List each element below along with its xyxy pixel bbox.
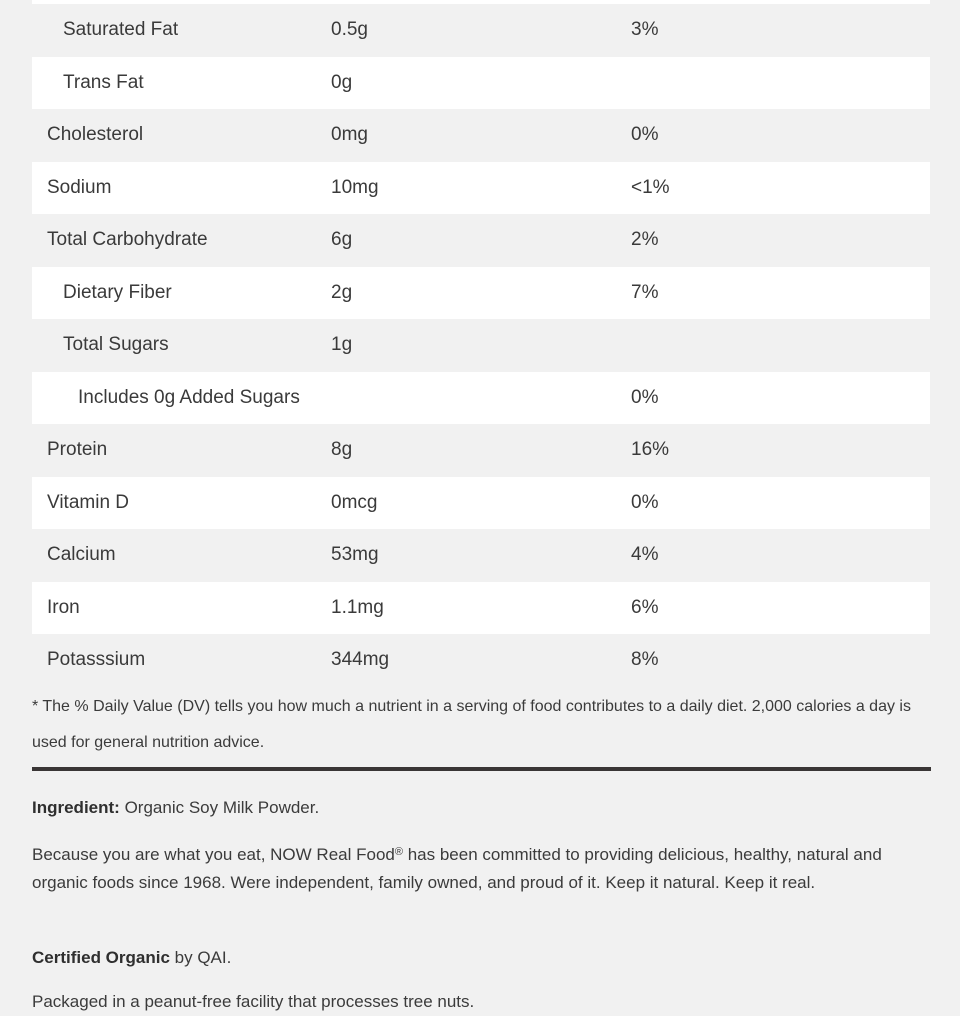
nutrient-name: Iron (47, 596, 80, 618)
table-row (32, 582, 930, 635)
nutrient-amount: 2g (331, 281, 353, 303)
nutrient-name: Vitamin D (47, 491, 130, 513)
brand-statement (32, 841, 922, 897)
nutrient-daily-value: 16% (631, 439, 670, 461)
brand-statement-start: Because you are what you eat, NOW Real Food (32, 845, 395, 864)
nutrient-daily-value: <1% (631, 176, 670, 198)
ingredient-text: Organic Soy Milk Powder. (119, 798, 320, 817)
registered-mark: ® (394, 846, 403, 858)
nutrient-name: Cholesterol (47, 124, 144, 146)
nutrient-name: Saturated Fat (63, 19, 179, 41)
table-row (32, 4, 930, 57)
nutrient-amount: 1.1mg (331, 596, 384, 618)
brand-statement-end: has been committed to providing delicious, healthy, natural and organic foods since 1968. Were independent, family owned, and proud of it. Keep it natural. Keep it real. (32, 845, 882, 892)
nutrient-amount: 344mg (331, 649, 390, 671)
nutrient-amount: 0.5g (331, 19, 368, 41)
table-row (32, 109, 930, 162)
nutrient-amount: 6g (331, 229, 353, 251)
nutrient-name: Total Sugars (63, 334, 169, 356)
nutrient-daily-value: 7% (631, 281, 659, 303)
allergen-statement: Packaged in a peanut-free facility that processes tree nuts. (32, 992, 475, 1011)
nutrient-daily-value: 0% (631, 124, 659, 146)
nutrient-daily-value: 3% (631, 19, 659, 41)
nutrient-name: Protein (47, 439, 108, 461)
nutrient-amount: 8g (331, 439, 353, 461)
ingredient-statement (32, 794, 922, 822)
table-row (32, 372, 930, 425)
table-row (32, 319, 930, 372)
table-row (32, 477, 930, 530)
ingredient-label: Ingredient: (32, 798, 120, 817)
nutrient-name: Calcium (47, 544, 116, 566)
nutrient-daily-value: 6% (631, 596, 659, 618)
nutrient-daily-value: 0% (631, 386, 659, 408)
table-row (32, 57, 930, 110)
nutrient-daily-value: 2% (631, 229, 659, 251)
nutrient-amount: 0mcg (331, 491, 378, 513)
nutrient-name: Sodium (47, 176, 112, 198)
nutrient-name: Dietary Fiber (63, 281, 172, 303)
nutrient-amount: 0g (331, 71, 353, 93)
table-row (32, 214, 930, 267)
nutrient-amount: 10mg (331, 176, 379, 198)
certification-label: Certified Organic (32, 948, 170, 967)
table-row (32, 267, 930, 320)
certification-text: by QAI. (169, 948, 232, 967)
nutrient-amount: 0mg (331, 124, 368, 146)
section-divider (32, 767, 931, 771)
nutrient-name: Total Carbohydrate (47, 229, 208, 251)
table-row (32, 424, 930, 477)
nutrient-name: Trans Fat (63, 71, 144, 93)
nutrient-amount: 1g (331, 334, 353, 356)
nutrient-amount: 53mg (331, 544, 379, 566)
nutrition-facts-table (32, 4, 930, 687)
nutrient-daily-value: 8% (631, 649, 659, 671)
table-row (32, 529, 930, 582)
nutrient-daily-value: 4% (631, 544, 659, 566)
table-row (32, 634, 930, 687)
daily-value-footnote: * The % Daily Value (DV) tells you how much a nutrient in a serving of food contributes to a daily diet. 2,000 calories a day is used for general nutrition advice. (32, 698, 911, 751)
nutrient-name: Potasssium (47, 649, 146, 671)
certification-statement (32, 944, 922, 972)
table-row (32, 162, 930, 215)
nutrient-name: Includes 0g Added Sugars (78, 386, 300, 408)
nutrient-daily-value: 0% (631, 491, 659, 513)
